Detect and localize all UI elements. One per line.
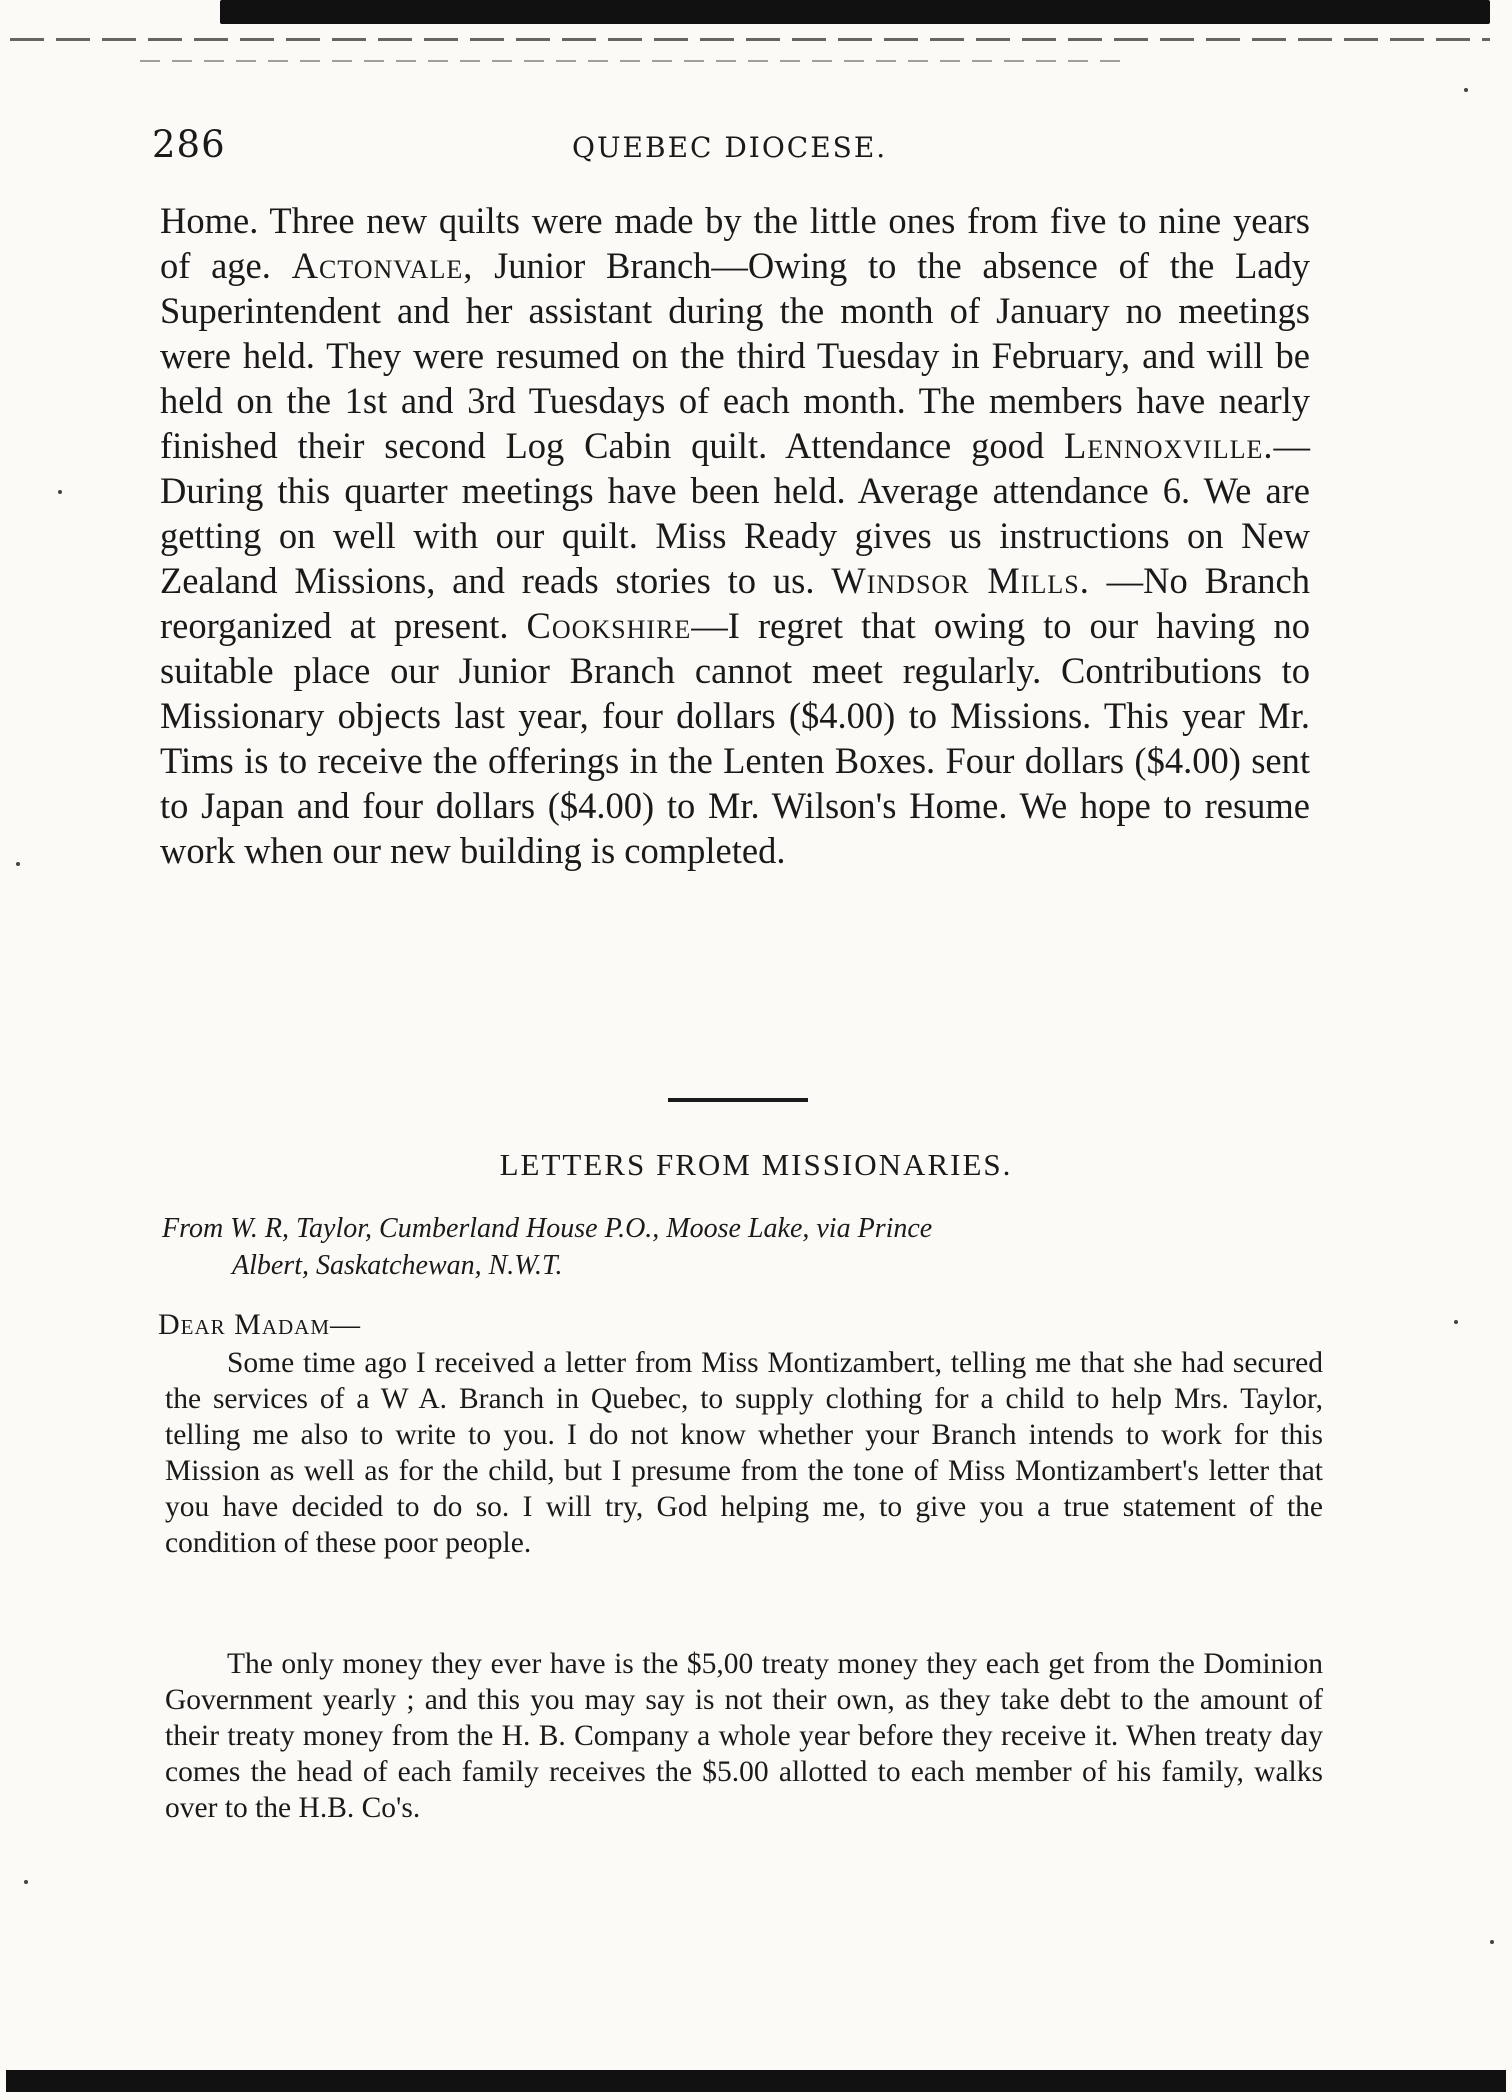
place-name: Lennoxville.: [1064, 425, 1274, 466]
page-number: 286: [152, 123, 226, 166]
from-line-1: From W. R, Taylor, Cumberland House P.O., Moose Lake, via Prince: [162, 1213, 933, 1244]
letter-from-line: [162, 1210, 1322, 1284]
section-title: LETTERS FROM MISSIONARIES.: [499, 1147, 1013, 1182]
scan-speck: [1464, 88, 1468, 92]
scan-speck: [24, 1880, 28, 1884]
scan-speck: [1490, 1940, 1494, 1944]
body-text-segment: —I regret that owing to our having no suitable place our Junior Branch cannot meet regularly. Contributions to Missionary objects last year, four dollars ($4.00) to Missions. This year Mr. Tims is to receive the offerings in the Lenten Boxes. Four dollars ($4.00) sent to Japan and four dollars ($4.00) to Mr. Wilson's Home. We hope to resume work when our new building is completed.: [160, 605, 1310, 871]
top-scan-noise-line-2: [140, 60, 1120, 62]
body-text-segment: —During this quarter meetings have been held. Average attendance 6. We are getting on well with our quilt. Miss Ready gives us instructions on New Zealand Missions, and reads stories to us.: [160, 425, 1310, 601]
running-head: QUEBEC DIOCESE.: [572, 131, 888, 164]
bottom-scan-border: [6, 2070, 1506, 2092]
scan-speck: [16, 862, 20, 866]
letter-salutation: Dear Madam—: [158, 1308, 362, 1341]
body-paragraph: [160, 198, 1310, 873]
letter-paragraph: The only money they ever have is the $5,00 treaty money they each get from the Dominion Government yearly ; and this you may say is not their own, as they take debt to the amount of their treaty money from the H. B. Company a whole year before they receive it. When treaty day comes the head of each family receives the $5.00 allotted to each member of his family, walks over to the H.B. Co's.: [165, 1648, 1323, 1824]
top-scan-noise-line: [10, 38, 1490, 41]
scan-speck: [1454, 1320, 1458, 1324]
body-text-segment: —No Branch reorganized at present.: [160, 560, 1310, 646]
place-name: Actonvale,: [291, 245, 474, 286]
top-scan-border: [220, 0, 1490, 24]
scan-speck: [58, 490, 62, 494]
from-line-2: Albert, Saskatchewan, N.W.T.: [232, 1250, 563, 1281]
place-name: Windsor Mills.: [831, 560, 1090, 601]
section-divider: [668, 1098, 808, 1102]
body-text-segment: Home. Three new quilts were made by the little ones from five to nine years of age.: [160, 200, 1310, 286]
body-text-segment: Junior Branch—Owing to the absence of the Lady Superintendent and her assistant during the month of January no meetings were held. They were resumed on the third Tuesday in February, and will be held on the 1st and 3rd Tuesdays of each month. The members have nearly finished their second Log Cabin quilt. Attendance good: [160, 245, 1310, 466]
place-name: Cookshire: [526, 605, 692, 646]
letter-paragraph: Some time ago I received a letter from Miss Montizambert, telling me that she had secured the services of a W A. Branch in Quebec, to supply clothing for a child to help Mrs. Taylor, telling me also to write to you. I do not know whether your Branch intends to work for this Mission as well as for the child, but I presume from the tone of Miss Montizambert's letter that you have decided to do so. I will try, God helping me, to give you a true statement of the condition of these poor people.: [165, 1347, 1323, 1559]
